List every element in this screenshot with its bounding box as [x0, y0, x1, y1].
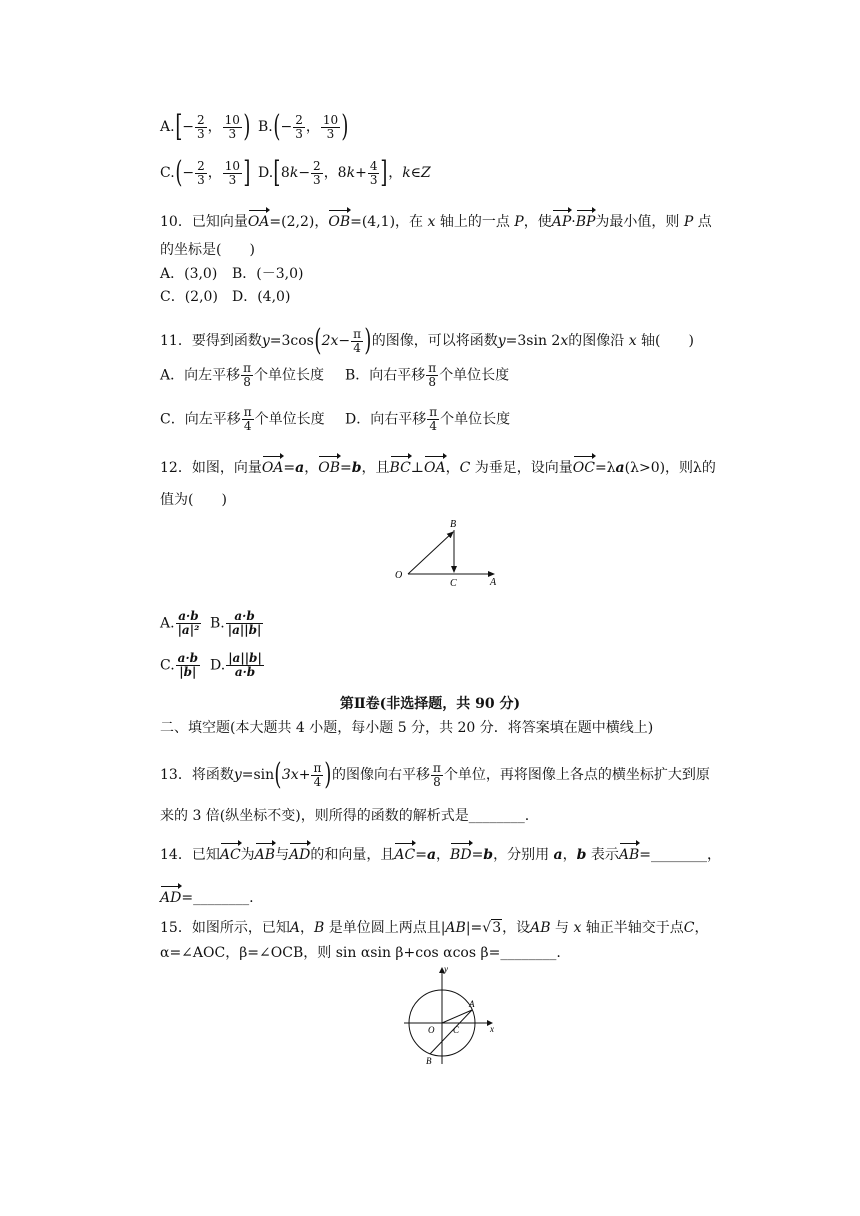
q11-option-c: C．向左平移 $\frac{\pi}{4}$ 个单位长度 — [160, 405, 325, 433]
label-a: A — [469, 999, 475, 1009]
q10-option-a: A．(3,0) — [160, 266, 218, 282]
q13-stem-line1: 13．将函数y=sin(3x+ $\frac{\pi}{4}$ )的图像向右平移 $\frac{\pi}{8}$ 个单位，再将图像上各点的横坐标扩大到原 — [160, 757, 710, 792]
fraction: $\frac{\pi}{8}$ — [428, 361, 437, 389]
q10-stem-line1: 10．已知向量OA=(2,2)，OB=(4,1)，在 x 轴上的一点 P，使AP·BP为最小值，则 P 点 — [160, 214, 712, 230]
label-b: B — [450, 519, 457, 530]
fraction: $\frac{\pi}{4}$ — [353, 326, 361, 355]
q9-option-b: B.(− $\frac{2}{3}$ ， $\frac{10}{3}$ ) — [258, 109, 349, 144]
section-title: 第Ⅱ卷(非选择题，共 90 分) — [339, 696, 521, 712]
q10-option-b: B．(－3,0) — [232, 266, 304, 282]
q12-option-d: D. $\frac{|a||b|}{a\cdot b}$ — [210, 651, 262, 679]
fraction: $\frac{\pi}{4}$ — [243, 405, 252, 433]
q15-stem-line1: 15．如图所示，已知A，B 是单位圆上两点且|AB|=√3，设AB 与 x 轴正半轴交于点C， — [160, 920, 709, 936]
fraction: $\frac{2}{3}$ — [197, 112, 205, 141]
label-o: O — [395, 570, 403, 581]
fraction: $\frac{\pi}{8}$ — [433, 760, 441, 789]
fraction: $\frac{\pi}{8}$ — [243, 361, 252, 389]
fraction: $\frac{\pi}{4}$ — [429, 405, 438, 433]
q12-stem-line1: 12．如图，向量OA=a，OB=b，且BC⊥OA，C 为垂足，设向量OC=λa(λ>0)，则λ的 — [160, 460, 716, 476]
fraction: $\frac{4}{3}$ — [369, 158, 378, 187]
fraction: $\frac{\pi}{4}$ — [313, 760, 322, 789]
q11-option-a: A．向左平移 $\frac{\pi}{8}$ 个单位长度 — [160, 361, 325, 389]
q10-stem-line2: 的坐标是( ) — [160, 242, 255, 258]
label-o: O — [428, 1025, 435, 1035]
q12-figure — [390, 516, 510, 588]
q10-option-d: D．(4,0) — [232, 289, 291, 305]
q11-option-d: D．向右平移 $\frac{\pi}{4}$ 个单位长度 — [345, 405, 511, 433]
segment-oa — [442, 1010, 472, 1023]
q12-stem-line2: 值为( ) — [160, 492, 227, 508]
fraction: $\frac{a\cdot b}{\text{|a|²}}$ — [177, 609, 200, 637]
fraction: $\frac{2}{3}$ — [313, 158, 321, 187]
vector-ob-line — [408, 532, 453, 574]
fraction: $\frac{a\cdot b}{|a||b|}$ — [227, 609, 262, 637]
q11-stem: 11．要得到函数y=3cos(2x− $\frac{\pi}{4}$ )的图像，可以将函数y=3sin 2x的图像沿 x 轴( ) — [160, 323, 694, 358]
q13-stem-line2: 来的 3 倍(纵坐标不变)，则所得的函数的解析式是________. — [160, 808, 530, 824]
label-a: A — [490, 577, 497, 588]
label-y: y — [444, 964, 448, 974]
label-c: C — [450, 578, 457, 588]
fraction: $\frac{10}{3}$ — [322, 112, 339, 141]
fraction: $\frac{10}{3}$ — [224, 112, 240, 141]
part2-instruction: 二、填空题(本大题共 4 小题，每小题 5 分，共 20 分．将答案填在题中横线上) — [160, 720, 654, 736]
q12-option-b: B. $\frac{a\cdot b}{|a||b|}$ — [210, 609, 262, 637]
fraction: $\frac{a\cdot b}{|b|}$ — [177, 651, 199, 679]
q15-figure — [398, 960, 508, 1070]
q12-option-a: A. $\frac{a\cdot b}{\text{|a|²}}$ — [160, 609, 200, 637]
q10-option-c: C．(2,0) — [160, 289, 218, 305]
q14-stem-line2: AD=________. — [160, 890, 254, 906]
q9-option-d: D.[8k− $\frac{2}{3}$ ，8k+ $\frac{4}{3}$ ]，k∈Z — [258, 155, 431, 190]
fraction: $\frac{10}{3}$ — [224, 158, 241, 187]
q12-option-c: C. $\frac{a\cdot b}{|b|}$ — [160, 651, 199, 679]
q9-option-c: C.(− $\frac{2}{3}$ ， $\frac{10}{3}$ ] — [160, 155, 251, 190]
q15-stem-line2: α=∠AOC，β=∠OCB，则 sin αsin β+cos αcos β=________. — [160, 945, 561, 961]
fraction: $\frac{|a||b|}{a\cdot b}$ — [228, 651, 262, 679]
fraction: $\frac{2}{3}$ — [197, 158, 205, 187]
q9-option-a: A.[− $\frac{2}{3}$ ， $\frac{10}{3}$ ) — [160, 109, 251, 144]
q14-stem-line1: 14．已知AC为AB与AD的和向量，且AC=a，BD=b，分别用 a，b 表示AB=________， — [160, 847, 722, 863]
segment-ab — [430, 1010, 472, 1054]
label-x: x — [490, 1024, 494, 1034]
fraction: $\frac{2}{3}$ — [295, 112, 303, 141]
label-b: B — [426, 1056, 432, 1066]
label-c: C — [453, 1025, 460, 1035]
q11-option-b: B．向右平移 $\frac{\pi}{8}$ 个单位长度 — [345, 361, 510, 389]
